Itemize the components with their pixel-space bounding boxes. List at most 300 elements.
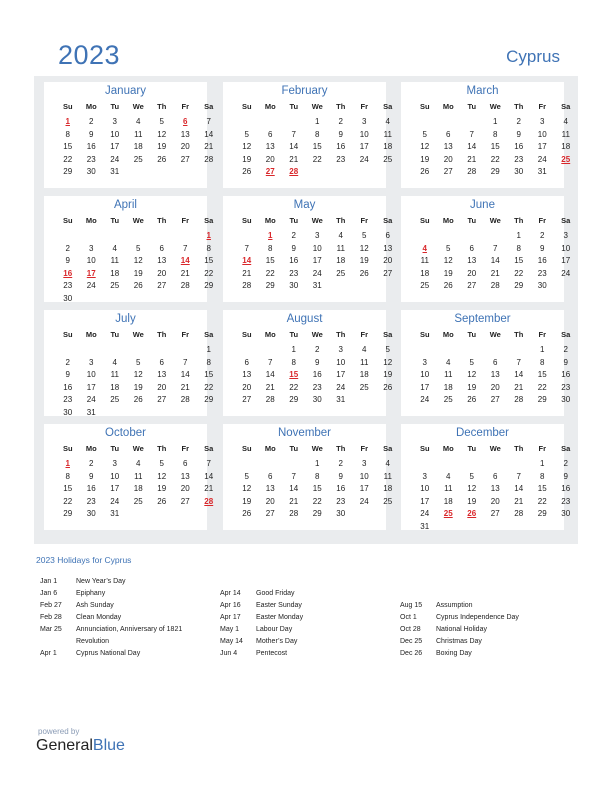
day-cell: 4 [446, 471, 451, 481]
weekday-label: Sa [561, 102, 571, 111]
day-cell: 17 [312, 256, 322, 265]
holiday-day: 16 [63, 268, 73, 278]
day-grid [56, 344, 221, 419]
holiday-day: 27 [265, 167, 275, 176]
holiday-name: Boxing Day [436, 650, 472, 657]
day-cell: 6 [268, 471, 273, 481]
day-cell: 9 [89, 471, 94, 481]
day-cell: 4 [112, 357, 117, 367]
day-cell: 2 [516, 117, 521, 126]
day-cell: 8 [315, 471, 320, 481]
day-cell: 16 [514, 142, 524, 151]
weekday-header [413, 444, 578, 453]
day-cell: 7 [183, 357, 188, 367]
day-grid [56, 116, 221, 179]
holiday-row [400, 648, 519, 660]
day-cell: 3 [112, 459, 117, 468]
day-cell: 24 [86, 395, 96, 404]
day-cell: 21 [242, 268, 252, 278]
day-cell: 24 [359, 154, 369, 164]
day-cell: 21 [180, 382, 190, 392]
weekday-label: Fr [538, 330, 546, 339]
weekday-label: Fr [181, 444, 189, 453]
generalblue-logo[interactable] [36, 737, 125, 755]
day-cell: 5 [244, 471, 249, 481]
day-cell: 18 [443, 496, 453, 506]
day-grid [413, 116, 578, 179]
holiday-date: Jun 4 [220, 650, 238, 657]
day-cell: 2 [65, 243, 70, 253]
holiday-name: Pentecost [256, 650, 288, 657]
holiday-date: Apr 17 [220, 614, 241, 621]
day-cell: 9 [563, 471, 568, 481]
day-cell: 2 [315, 345, 320, 354]
holiday-day: 1 [65, 459, 70, 468]
day-cell: 16 [312, 370, 322, 379]
empty-cell [282, 116, 306, 129]
day-cell: 31 [420, 521, 430, 531]
day-cell: 19 [383, 370, 393, 379]
weekday-header [56, 216, 221, 225]
month-december [401, 424, 571, 531]
month-name: August [286, 313, 323, 325]
day-cell: 7 [469, 129, 474, 139]
day-cell: 31 [110, 167, 120, 176]
day-cell: 29 [63, 167, 73, 176]
day-cell: 2 [291, 231, 296, 240]
day-cell: 19 [242, 496, 252, 506]
empty-cell [484, 230, 508, 243]
weekday-label: Fr [538, 444, 546, 453]
holidays-title: 2023 Holidays for Cyprus [36, 555, 132, 565]
day-cell: 2 [338, 117, 343, 126]
day-cell: 25 [133, 496, 143, 506]
holiday-date: Oct 28 [400, 626, 421, 633]
month-name: September [454, 313, 511, 325]
weekday-header [413, 330, 578, 339]
day-cell: 31 [312, 281, 322, 290]
weekday-label: Fr [181, 216, 189, 225]
day-grid [235, 344, 400, 407]
day-cell: 3 [362, 117, 367, 126]
empty-cell [460, 458, 484, 471]
day-cell: 19 [133, 382, 143, 392]
weekday-header [235, 216, 400, 225]
day-cell: 29 [514, 281, 524, 290]
day-cell: 22 [204, 382, 214, 392]
day-cell: 29 [289, 395, 299, 404]
holiday-date: Mar 25 [40, 626, 62, 633]
day-grid [413, 458, 578, 533]
weekday-label: Th [157, 216, 167, 225]
holiday-name: Ash Sunday [76, 602, 114, 609]
weekday-label: Th [514, 216, 524, 225]
weekday-label: Fr [360, 330, 368, 339]
day-cell: 11 [110, 370, 119, 379]
day-cell: 27 [443, 167, 453, 176]
empty-cell [259, 458, 283, 471]
day-cell: 2 [89, 117, 94, 126]
weekday-label: Fr [360, 444, 368, 453]
weekday-label: Tu [110, 102, 120, 111]
weekday-label: Su [241, 444, 252, 453]
day-cell: 9 [89, 129, 94, 139]
logo-blue: Blue [92, 737, 125, 754]
day-cell: 13 [490, 484, 500, 493]
weekday-header [235, 330, 400, 339]
day-cell: 22 [537, 382, 547, 392]
day-cell: 19 [359, 256, 369, 265]
day-cell: 17 [420, 382, 430, 392]
day-cell: 15 [63, 484, 73, 493]
day-cell: 18 [383, 142, 393, 151]
weekday-label: Th [157, 330, 167, 339]
holiday-row [400, 612, 519, 624]
day-cell: 7 [493, 243, 498, 253]
weekday-label: Fr [538, 216, 546, 225]
day-cell: 8 [315, 129, 320, 139]
empty-cell [437, 458, 461, 471]
day-cell: 30 [537, 281, 547, 290]
day-cell: 12 [157, 471, 167, 481]
holiday-date: May 1 [220, 626, 240, 633]
day-cell: 20 [443, 154, 453, 164]
day-cell: 3 [422, 357, 427, 367]
day-cell: 15 [312, 142, 322, 151]
day-cell: 11 [336, 243, 345, 253]
day-cell: 10 [86, 370, 96, 379]
day-cell: 15 [312, 484, 322, 493]
day-cell: 14 [265, 370, 275, 379]
weekday-label: Su [419, 102, 430, 111]
day-cell: 11 [444, 370, 453, 379]
empty-cell [150, 344, 174, 357]
day-cell: 3 [362, 459, 367, 468]
day-cell: 26 [157, 496, 167, 506]
day-cell: 2 [563, 345, 568, 354]
day-cell: 10 [561, 243, 571, 253]
empty-cell [437, 116, 461, 129]
day-grid [235, 116, 400, 179]
weekday-label: Mo [85, 444, 97, 453]
day-cell: 12 [467, 484, 477, 493]
day-cell: 30 [514, 167, 524, 176]
day-cell: 21 [514, 496, 524, 506]
weekday-label: Th [336, 444, 346, 453]
day-cell: 24 [359, 496, 369, 506]
day-cell: 28 [289, 509, 299, 518]
day-cell: 17 [110, 484, 120, 493]
day-cell: 28 [265, 395, 275, 404]
day-cell: 13 [157, 370, 167, 379]
day-cell: 1 [540, 459, 545, 468]
weekday-label: Su [62, 216, 73, 225]
day-cell: 7 [516, 471, 521, 481]
empty-cell [437, 230, 461, 243]
weekday-label: Tu [467, 330, 477, 339]
holiday-day: 28 [289, 167, 299, 176]
day-cell: 20 [180, 142, 190, 151]
weekday-label: Tu [110, 330, 120, 339]
day-cell: 18 [133, 484, 143, 493]
day-cell: 30 [561, 395, 571, 404]
day-cell: 18 [110, 268, 120, 278]
weekday-label: Tu [110, 216, 120, 225]
month-april [44, 196, 214, 303]
day-cell: 1 [315, 459, 320, 468]
day-cell: 26 [467, 395, 477, 404]
day-cell: 23 [312, 382, 322, 392]
day-cell: 7 [291, 129, 296, 139]
day-cell: 18 [561, 142, 571, 151]
weekday-label: Mo [442, 102, 454, 111]
calendar-panel [34, 76, 578, 544]
day-cell: 31 [336, 395, 346, 404]
empty-cell [56, 344, 80, 357]
country-title: Cyprus [506, 47, 560, 66]
day-cell: 14 [514, 484, 524, 493]
weekday-label: We [132, 444, 144, 453]
day-cell: 14 [467, 142, 477, 151]
day-cell: 29 [537, 509, 547, 518]
day-cell: 25 [336, 268, 346, 278]
day-cell: 28 [180, 281, 190, 290]
day-cell: 26 [133, 281, 143, 290]
day-cell: 3 [540, 117, 545, 126]
holiday-row [220, 600, 303, 612]
day-cell: 17 [86, 382, 96, 392]
holiday-row [220, 612, 303, 624]
holiday-row [40, 624, 182, 636]
weekday-label: We [132, 102, 144, 111]
day-cell: 28 [467, 167, 477, 176]
holiday-date: Dec 26 [400, 650, 423, 657]
month-name: May [293, 199, 316, 211]
weekday-label: Su [241, 216, 252, 225]
weekday-header [413, 102, 578, 111]
day-cell: 1 [206, 345, 211, 354]
holiday-name: Revolution [76, 638, 110, 645]
day-cell: 23 [63, 281, 73, 290]
month-june [401, 196, 571, 302]
day-cell: 10 [537, 129, 547, 139]
day-cell: 10 [312, 243, 322, 253]
day-cell: 15 [537, 484, 547, 493]
day-cell: 11 [110, 256, 119, 265]
weekday-label: Fr [360, 216, 368, 225]
day-cell: 25 [110, 281, 120, 290]
day-cell: 21 [204, 142, 214, 151]
day-cell: 15 [537, 370, 547, 379]
weekday-label: Fr [181, 330, 189, 339]
month-november [223, 424, 393, 530]
day-cell: 20 [467, 268, 477, 278]
day-cell: 25 [359, 382, 369, 392]
weekday-label: Th [514, 444, 524, 453]
day-cell: 16 [86, 484, 96, 493]
day-cell: 26 [133, 395, 143, 404]
day-cell: 10 [110, 471, 120, 481]
holiday-day: 1 [65, 117, 70, 126]
day-cell: 1 [540, 345, 545, 354]
day-cell: 30 [336, 509, 346, 518]
empty-cell [413, 230, 437, 243]
day-cell: 4 [385, 117, 390, 126]
day-cell: 4 [338, 231, 343, 240]
day-cell: 12 [242, 484, 252, 493]
day-cell: 21 [467, 154, 477, 164]
month-name: January [105, 85, 146, 97]
holiday-date: Jan 1 [40, 578, 58, 585]
day-cell: 26 [242, 509, 252, 518]
day-cell: 31 [110, 509, 120, 518]
day-cell: 9 [291, 243, 296, 253]
day-cell: 6 [385, 231, 390, 240]
weekday-label: Tu [289, 444, 299, 453]
empty-cell [235, 230, 259, 243]
weekday-label: Su [419, 444, 430, 453]
weekday-label: Sa [561, 330, 571, 339]
day-cell: 30 [312, 395, 322, 404]
holiday-list-column [40, 576, 182, 660]
day-cell: 2 [338, 459, 343, 468]
day-cell: 5 [136, 243, 141, 253]
holiday-name: Labour Day [256, 626, 293, 633]
day-cell: 18 [133, 142, 143, 151]
day-cell: 28 [490, 281, 500, 290]
day-cell: 8 [291, 357, 296, 367]
day-cell: 15 [63, 142, 73, 151]
year-title: 2023 [58, 40, 121, 70]
weekday-label: Mo [85, 330, 97, 339]
day-cell: 8 [540, 357, 545, 367]
day-cell: 7 [206, 459, 211, 468]
weekday-label: Su [62, 102, 73, 111]
empty-cell [484, 344, 508, 357]
empty-cell [80, 344, 104, 357]
day-cell: 5 [385, 345, 390, 354]
empty-cell [413, 458, 437, 471]
month-march [401, 82, 571, 188]
holiday-name: Christmas Day [436, 638, 482, 645]
day-cell: 20 [157, 268, 167, 278]
holiday-row [40, 612, 182, 624]
weekday-label: Th [336, 102, 346, 111]
day-cell: 26 [242, 167, 252, 176]
day-cell: 23 [336, 154, 346, 164]
weekday-label: We [311, 102, 323, 111]
day-cell: 28 [180, 395, 190, 404]
weekday-label: We [489, 102, 501, 111]
day-cell: 31 [537, 167, 547, 176]
day-cell: 8 [65, 129, 70, 139]
weekday-label: Th [157, 102, 167, 111]
holiday-day: 14 [242, 256, 252, 265]
day-grid [235, 230, 400, 293]
empty-cell [174, 344, 198, 357]
weekday-label: Th [157, 444, 167, 453]
weekday-header [56, 330, 221, 339]
day-cell: 9 [65, 256, 70, 265]
day-cell: 12 [443, 256, 453, 265]
empty-cell [413, 344, 437, 357]
day-cell: 11 [360, 357, 369, 367]
day-cell: 1 [516, 231, 521, 240]
day-cell: 30 [63, 293, 73, 303]
holiday-day: 1 [268, 231, 273, 240]
holiday-row [40, 636, 182, 648]
holiday-row [40, 600, 182, 612]
day-cell: 5 [159, 117, 164, 126]
weekday-header [56, 102, 221, 111]
day-cell: 30 [63, 407, 73, 417]
day-cell: 29 [490, 167, 500, 176]
holiday-date: Apr 16 [220, 602, 241, 609]
day-cell: 17 [359, 142, 369, 151]
day-cell: 30 [86, 167, 96, 176]
weekday-label: We [311, 444, 323, 453]
weekday-label: Tu [467, 444, 477, 453]
holiday-date: Feb 27 [40, 602, 62, 609]
day-cell: 9 [65, 370, 70, 379]
day-cell: 15 [204, 370, 214, 379]
weekday-label: We [132, 330, 144, 339]
empty-cell [103, 344, 127, 357]
weekday-label: Fr [360, 102, 368, 111]
day-cell: 29 [204, 395, 214, 404]
day-cell: 21 [514, 382, 524, 392]
weekday-label: We [132, 216, 144, 225]
day-cell: 28 [514, 509, 524, 518]
day-cell: 13 [490, 370, 500, 379]
day-cell: 23 [514, 154, 524, 164]
month-july [44, 310, 214, 417]
weekday-label: Tu [289, 216, 299, 225]
day-cell: 16 [561, 370, 571, 379]
day-cell: 10 [420, 370, 430, 379]
day-cell: 24 [110, 496, 120, 506]
day-cell: 20 [490, 382, 500, 392]
weekday-label: Mo [264, 216, 276, 225]
holiday-day: 17 [86, 268, 96, 278]
day-cell: 20 [265, 496, 275, 506]
day-cell: 19 [157, 142, 167, 151]
empty-cell [103, 230, 127, 243]
day-cell: 30 [86, 509, 96, 518]
day-cell: 15 [490, 142, 500, 151]
day-cell: 4 [112, 243, 117, 253]
day-cell: 23 [86, 154, 96, 164]
day-cell: 13 [180, 129, 190, 139]
empty-cell [437, 344, 461, 357]
day-cell: 10 [336, 357, 346, 367]
day-cell: 22 [204, 268, 214, 278]
weekday-label: Sa [383, 102, 393, 111]
weekday-header [56, 444, 221, 453]
weekday-label: Sa [561, 216, 571, 225]
day-cell: 7 [268, 357, 273, 367]
holiday-name: Mother’s Day [256, 638, 298, 645]
weekday-label: Mo [264, 330, 276, 339]
month-august [223, 310, 393, 416]
weekday-label: Mo [442, 216, 454, 225]
day-cell: 5 [469, 357, 474, 367]
powered-by-text: powered by [38, 727, 80, 736]
day-cell: 18 [336, 256, 346, 265]
empty-cell [235, 116, 259, 129]
holiday-name: National Holiday [436, 626, 487, 633]
day-cell: 10 [86, 256, 96, 265]
